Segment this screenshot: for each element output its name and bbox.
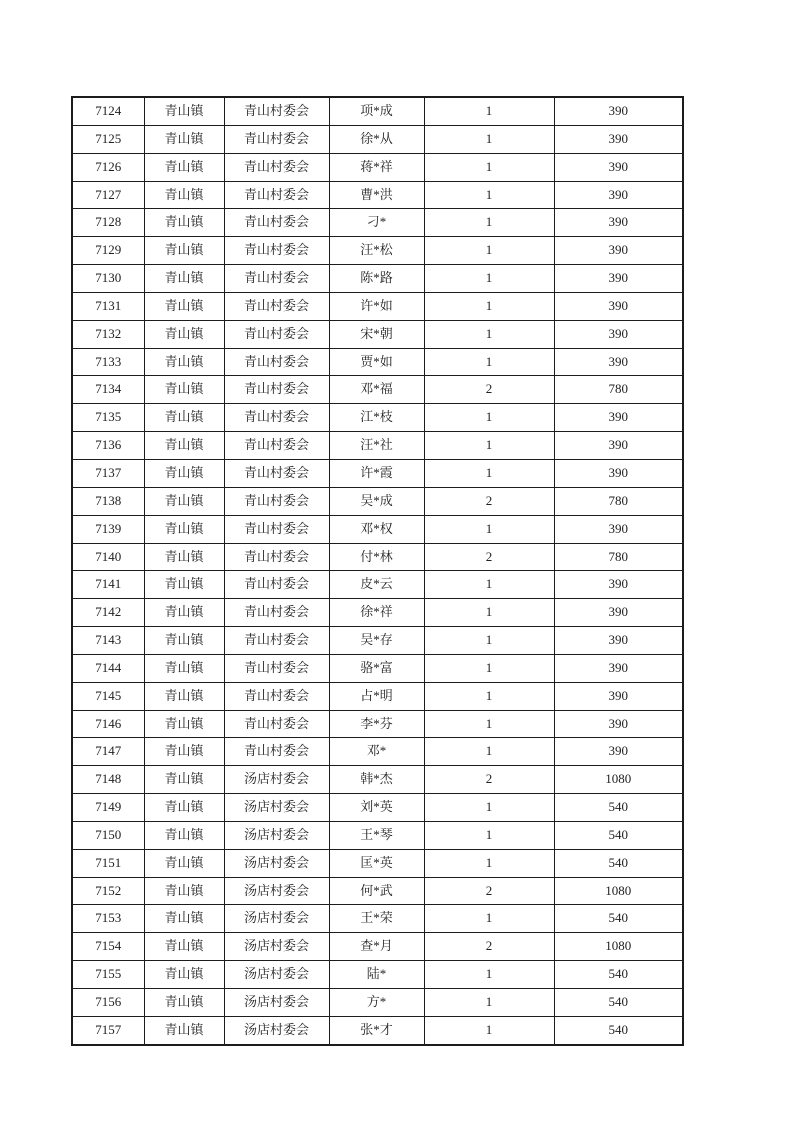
cell-id: 7141	[72, 571, 144, 599]
cell-village: 青山村委会	[224, 599, 329, 627]
cell-town: 青山镇	[144, 125, 224, 153]
subsidy-table	[71, 96, 684, 1046]
cell-town: 青山镇	[144, 877, 224, 905]
cell-amount: 390	[554, 153, 683, 181]
cell-count: 1	[424, 320, 554, 348]
table-body	[72, 97, 683, 1045]
cell-count: 1	[424, 404, 554, 432]
cell-town: 青山镇	[144, 905, 224, 933]
table-row	[72, 849, 683, 877]
table-row	[72, 1016, 683, 1044]
cell-name: 王*琴	[329, 821, 424, 849]
cell-count: 1	[424, 209, 554, 237]
table-row	[72, 181, 683, 209]
cell-town: 青山镇	[144, 181, 224, 209]
cell-name: 吴*成	[329, 487, 424, 515]
cell-town: 青山镇	[144, 432, 224, 460]
cell-town: 青山镇	[144, 766, 224, 794]
cell-amount: 390	[554, 237, 683, 265]
cell-name: 邓*	[329, 738, 424, 766]
cell-village: 青山村委会	[224, 209, 329, 237]
cell-village: 青山村委会	[224, 738, 329, 766]
cell-id: 7145	[72, 682, 144, 710]
table-row	[72, 292, 683, 320]
cell-count: 1	[424, 849, 554, 877]
cell-village: 青山村委会	[224, 153, 329, 181]
cell-id: 7156	[72, 989, 144, 1017]
cell-town: 青山镇	[144, 265, 224, 293]
cell-village: 青山村委会	[224, 292, 329, 320]
cell-village: 青山村委会	[224, 376, 329, 404]
cell-village: 汤店村委会	[224, 989, 329, 1017]
table-row	[72, 571, 683, 599]
cell-amount: 390	[554, 599, 683, 627]
cell-name: 占*明	[329, 682, 424, 710]
cell-name: 徐*从	[329, 125, 424, 153]
cell-count: 1	[424, 265, 554, 293]
cell-id: 7152	[72, 877, 144, 905]
cell-village: 青山村委会	[224, 237, 329, 265]
cell-count: 2	[424, 543, 554, 571]
cell-village: 汤店村委会	[224, 877, 329, 905]
cell-village: 青山村委会	[224, 459, 329, 487]
cell-id: 7133	[72, 348, 144, 376]
cell-village: 青山村委会	[224, 265, 329, 293]
cell-name: 陈*路	[329, 265, 424, 293]
cell-id: 7136	[72, 432, 144, 460]
cell-amount: 540	[554, 849, 683, 877]
cell-town: 青山镇	[144, 320, 224, 348]
cell-count: 1	[424, 821, 554, 849]
cell-name: 许*如	[329, 292, 424, 320]
cell-count: 2	[424, 487, 554, 515]
cell-id: 7131	[72, 292, 144, 320]
cell-town: 青山镇	[144, 404, 224, 432]
cell-amount: 390	[554, 320, 683, 348]
table-row	[72, 209, 683, 237]
cell-count: 1	[424, 794, 554, 822]
table-row	[72, 153, 683, 181]
cell-count: 1	[424, 237, 554, 265]
cell-id: 7155	[72, 961, 144, 989]
cell-count: 1	[424, 459, 554, 487]
cell-name: 徐*祥	[329, 599, 424, 627]
cell-amount: 390	[554, 682, 683, 710]
cell-count: 1	[424, 627, 554, 655]
cell-count: 1	[424, 97, 554, 125]
cell-id: 7135	[72, 404, 144, 432]
cell-amount: 540	[554, 989, 683, 1017]
cell-village: 青山村委会	[224, 125, 329, 153]
cell-amount: 390	[554, 432, 683, 460]
cell-village: 汤店村委会	[224, 905, 329, 933]
table-row	[72, 682, 683, 710]
cell-name: 曹*洪	[329, 181, 424, 209]
cell-village: 汤店村委会	[224, 961, 329, 989]
cell-count: 1	[424, 292, 554, 320]
cell-amount: 390	[554, 265, 683, 293]
cell-village: 青山村委会	[224, 571, 329, 599]
cell-town: 青山镇	[144, 627, 224, 655]
cell-town: 青山镇	[144, 1016, 224, 1044]
table-row	[72, 654, 683, 682]
cell-town: 青山镇	[144, 654, 224, 682]
cell-name: 江*枝	[329, 404, 424, 432]
cell-count: 1	[424, 153, 554, 181]
cell-id: 7132	[72, 320, 144, 348]
cell-id: 7127	[72, 181, 144, 209]
table-row	[72, 487, 683, 515]
cell-amount: 540	[554, 1016, 683, 1044]
table-row	[72, 710, 683, 738]
cell-amount: 780	[554, 487, 683, 515]
cell-town: 青山镇	[144, 376, 224, 404]
cell-town: 青山镇	[144, 97, 224, 125]
cell-name: 邓*权	[329, 515, 424, 543]
cell-amount: 390	[554, 571, 683, 599]
table-row	[72, 905, 683, 933]
cell-amount: 390	[554, 710, 683, 738]
cell-amount: 390	[554, 404, 683, 432]
cell-town: 青山镇	[144, 989, 224, 1017]
cell-name: 项*成	[329, 97, 424, 125]
cell-amount: 780	[554, 543, 683, 571]
cell-village: 青山村委会	[224, 710, 329, 738]
cell-id: 7140	[72, 543, 144, 571]
cell-town: 青山镇	[144, 710, 224, 738]
cell-amount: 540	[554, 905, 683, 933]
cell-count: 1	[424, 571, 554, 599]
table-row	[72, 97, 683, 125]
table-row	[72, 877, 683, 905]
cell-town: 青山镇	[144, 153, 224, 181]
cell-name: 方*	[329, 989, 424, 1017]
cell-village: 青山村委会	[224, 627, 329, 655]
cell-amount: 390	[554, 654, 683, 682]
cell-id: 7126	[72, 153, 144, 181]
cell-id: 7149	[72, 794, 144, 822]
cell-name: 邓*福	[329, 376, 424, 404]
cell-name: 何*武	[329, 877, 424, 905]
cell-village: 青山村委会	[224, 404, 329, 432]
cell-count: 2	[424, 877, 554, 905]
cell-count: 1	[424, 654, 554, 682]
cell-amount: 390	[554, 292, 683, 320]
cell-amount: 780	[554, 376, 683, 404]
table-row	[72, 599, 683, 627]
cell-id: 7153	[72, 905, 144, 933]
cell-amount: 390	[554, 348, 683, 376]
cell-amount: 390	[554, 97, 683, 125]
cell-village: 青山村委会	[224, 682, 329, 710]
cell-count: 1	[424, 432, 554, 460]
cell-count: 1	[424, 682, 554, 710]
cell-village: 汤店村委会	[224, 794, 329, 822]
cell-town: 青山镇	[144, 933, 224, 961]
cell-count: 1	[424, 961, 554, 989]
cell-amount: 390	[554, 459, 683, 487]
table-row	[72, 237, 683, 265]
cell-town: 青山镇	[144, 682, 224, 710]
cell-amount: 390	[554, 125, 683, 153]
table-row	[72, 404, 683, 432]
cell-village: 汤店村委会	[224, 849, 329, 877]
cell-village: 汤店村委会	[224, 1016, 329, 1044]
cell-name: 汪*松	[329, 237, 424, 265]
cell-village: 青山村委会	[224, 487, 329, 515]
cell-count: 1	[424, 348, 554, 376]
cell-id: 7148	[72, 766, 144, 794]
cell-name: 王*荣	[329, 905, 424, 933]
table-row	[72, 794, 683, 822]
table-row	[72, 320, 683, 348]
cell-name: 蒋*祥	[329, 153, 424, 181]
cell-count: 1	[424, 125, 554, 153]
cell-name: 匡*英	[329, 849, 424, 877]
cell-town: 青山镇	[144, 487, 224, 515]
cell-id: 7154	[72, 933, 144, 961]
table-row	[72, 627, 683, 655]
cell-amount: 390	[554, 515, 683, 543]
cell-id: 7146	[72, 710, 144, 738]
cell-name: 许*霞	[329, 459, 424, 487]
cell-id: 7129	[72, 237, 144, 265]
cell-amount: 540	[554, 961, 683, 989]
cell-town: 青山镇	[144, 543, 224, 571]
cell-name: 陆*	[329, 961, 424, 989]
cell-count: 1	[424, 515, 554, 543]
cell-village: 汤店村委会	[224, 766, 329, 794]
cell-id: 7147	[72, 738, 144, 766]
cell-id: 7125	[72, 125, 144, 153]
cell-name: 贾*如	[329, 348, 424, 376]
cell-count: 1	[424, 738, 554, 766]
cell-village: 青山村委会	[224, 181, 329, 209]
cell-count: 1	[424, 710, 554, 738]
cell-id: 7157	[72, 1016, 144, 1044]
cell-id: 7134	[72, 376, 144, 404]
cell-village: 青山村委会	[224, 348, 329, 376]
cell-id: 7142	[72, 599, 144, 627]
cell-town: 青山镇	[144, 292, 224, 320]
cell-id: 7139	[72, 515, 144, 543]
cell-name: 汪*社	[329, 432, 424, 460]
cell-name: 韩*杰	[329, 766, 424, 794]
cell-name: 付*林	[329, 543, 424, 571]
table-row	[72, 515, 683, 543]
cell-name: 查*月	[329, 933, 424, 961]
cell-town: 青山镇	[144, 849, 224, 877]
cell-town: 青山镇	[144, 738, 224, 766]
cell-village: 青山村委会	[224, 320, 329, 348]
cell-town: 青山镇	[144, 459, 224, 487]
cell-amount: 1080	[554, 933, 683, 961]
cell-amount: 1080	[554, 877, 683, 905]
cell-town: 青山镇	[144, 794, 224, 822]
cell-town: 青山镇	[144, 348, 224, 376]
cell-village: 青山村委会	[224, 543, 329, 571]
cell-id: 7143	[72, 627, 144, 655]
table-row	[72, 989, 683, 1017]
cell-town: 青山镇	[144, 961, 224, 989]
cell-count: 2	[424, 376, 554, 404]
cell-amount: 390	[554, 209, 683, 237]
cell-amount: 540	[554, 821, 683, 849]
cell-name: 张*才	[329, 1016, 424, 1044]
cell-id: 7124	[72, 97, 144, 125]
table-row	[72, 265, 683, 293]
cell-name: 李*芬	[329, 710, 424, 738]
cell-id: 7138	[72, 487, 144, 515]
cell-village: 青山村委会	[224, 654, 329, 682]
cell-name: 刁*	[329, 209, 424, 237]
cell-village: 青山村委会	[224, 432, 329, 460]
table-row	[72, 376, 683, 404]
table-row	[72, 933, 683, 961]
cell-town: 青山镇	[144, 237, 224, 265]
cell-count: 2	[424, 766, 554, 794]
cell-village: 汤店村委会	[224, 933, 329, 961]
cell-count: 2	[424, 933, 554, 961]
table-row	[72, 543, 683, 571]
cell-amount: 390	[554, 738, 683, 766]
cell-name: 吴*存	[329, 627, 424, 655]
cell-town: 青山镇	[144, 599, 224, 627]
table-row	[72, 125, 683, 153]
cell-name: 骆*富	[329, 654, 424, 682]
cell-count: 1	[424, 905, 554, 933]
table-row	[72, 459, 683, 487]
cell-amount: 1080	[554, 766, 683, 794]
table-row	[72, 821, 683, 849]
cell-town: 青山镇	[144, 515, 224, 543]
cell-name: 宋*朝	[329, 320, 424, 348]
cell-amount: 390	[554, 627, 683, 655]
table-row	[72, 348, 683, 376]
cell-id: 7150	[72, 821, 144, 849]
cell-name: 皮*云	[329, 571, 424, 599]
cell-amount: 540	[554, 794, 683, 822]
table-row	[72, 432, 683, 460]
cell-count: 1	[424, 989, 554, 1017]
cell-id: 7151	[72, 849, 144, 877]
cell-count: 1	[424, 181, 554, 209]
cell-village: 青山村委会	[224, 515, 329, 543]
cell-village: 汤店村委会	[224, 821, 329, 849]
cell-id: 7130	[72, 265, 144, 293]
cell-town: 青山镇	[144, 571, 224, 599]
cell-id: 7128	[72, 209, 144, 237]
table-row	[72, 738, 683, 766]
cell-count: 1	[424, 1016, 554, 1044]
cell-id: 7137	[72, 459, 144, 487]
table-row	[72, 961, 683, 989]
table-row	[72, 766, 683, 794]
cell-amount: 390	[554, 181, 683, 209]
cell-village: 青山村委会	[224, 97, 329, 125]
cell-town: 青山镇	[144, 821, 224, 849]
cell-count: 1	[424, 599, 554, 627]
cell-id: 7144	[72, 654, 144, 682]
cell-name: 刘*英	[329, 794, 424, 822]
cell-town: 青山镇	[144, 209, 224, 237]
